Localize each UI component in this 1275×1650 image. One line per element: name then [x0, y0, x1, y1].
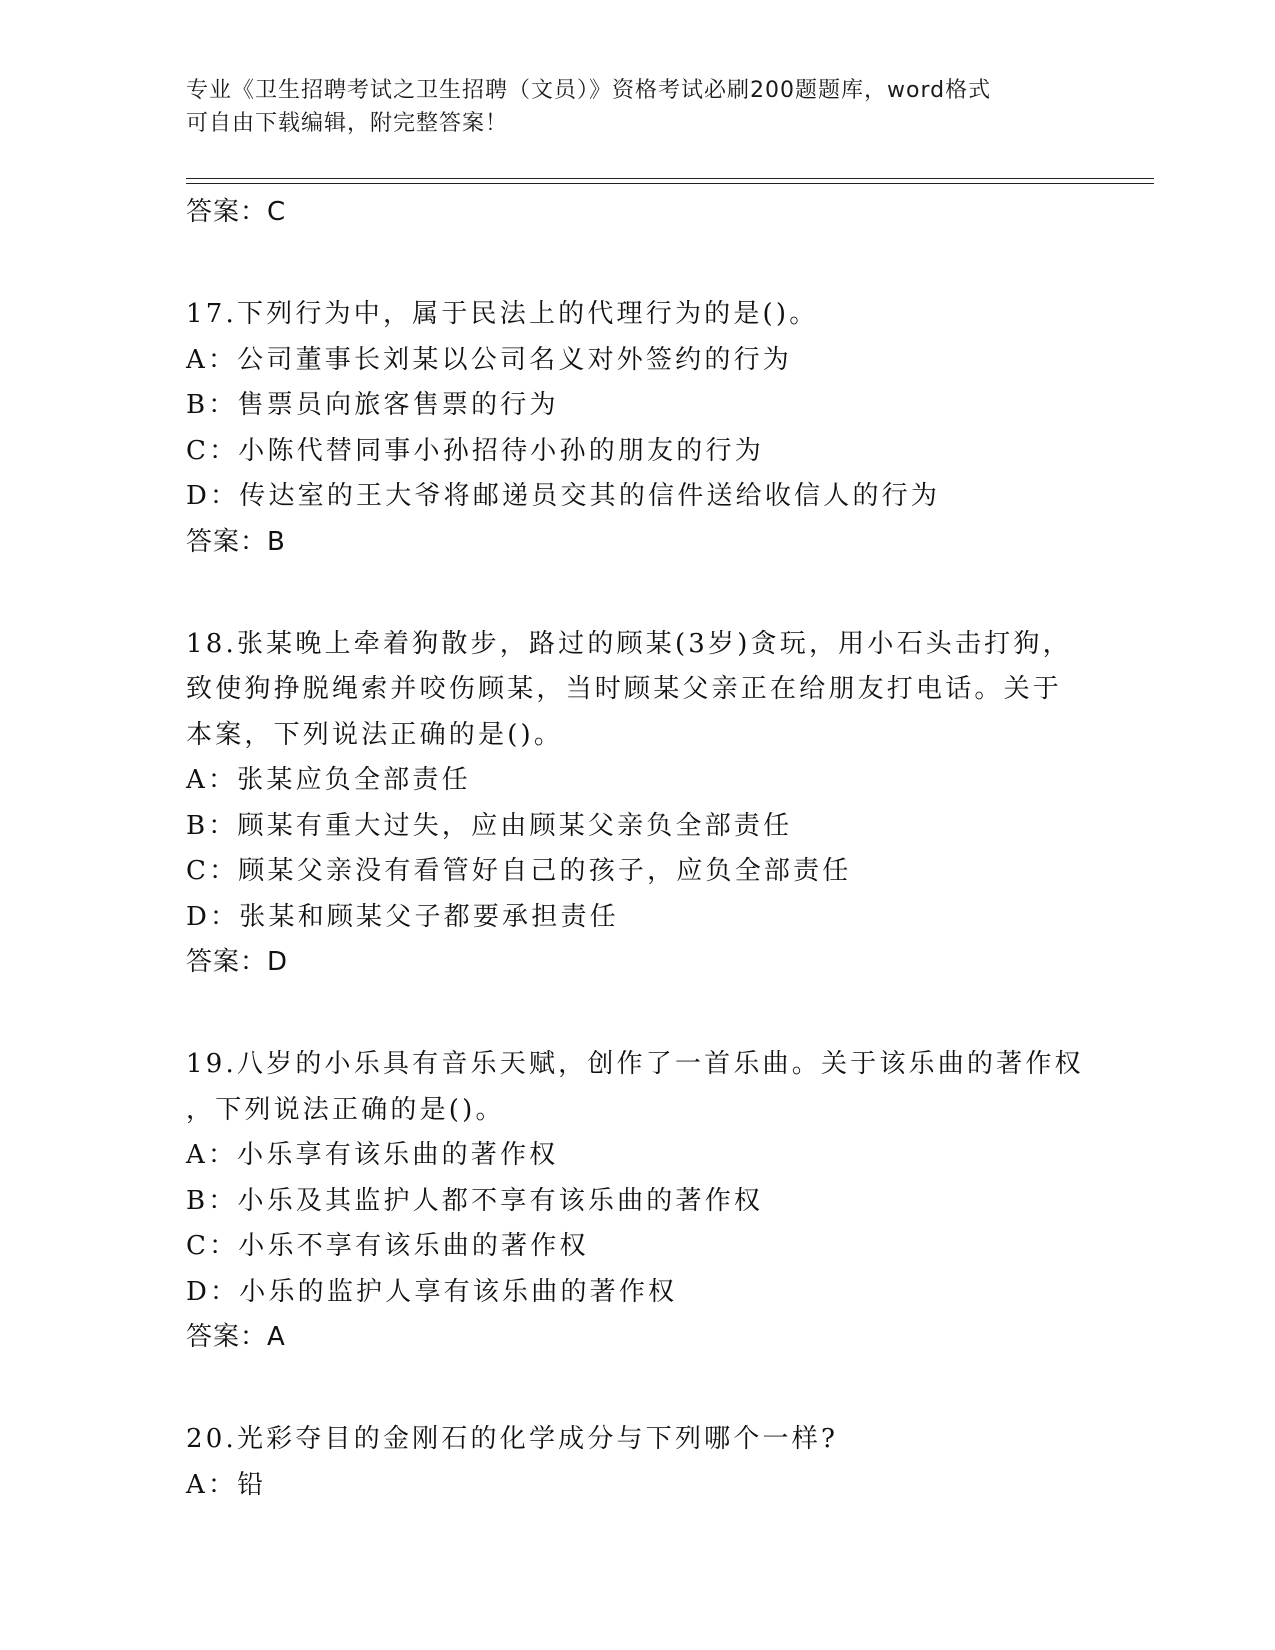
option-a: A：张某应负全部责任: [186, 765, 471, 795]
question-line: 20.光彩夺目的金刚石的化学成分与下列哪个一样?: [186, 1424, 839, 1454]
header-line-1: 专业《卫生招聘考试之卫生招聘（文员）》资格考试必刷200题题库，word格式: [186, 78, 992, 103]
option-a: A：小乐享有该乐曲的著作权: [186, 1140, 559, 1170]
option-b: B：小乐及其监护人都不享有该乐曲的著作权: [186, 1185, 764, 1216]
header-line-2: 可自由下载编辑，附完整答案！: [186, 111, 509, 136]
question-line: 19.八岁的小乐具有音乐天赋，创作了一首乐曲。关于该乐曲的著作权: [186, 1049, 1084, 1079]
header-rule-bottom: [186, 183, 1154, 184]
option-b: B：顾某有重大过失，应由顾某父亲负全部责任: [186, 810, 793, 841]
document-header: [186, 74, 1086, 140]
question-block-17: [186, 292, 1086, 565]
answer-line: 答案：B: [186, 526, 286, 557]
option-d: D：小乐的监护人享有该乐曲的著作权: [186, 1276, 678, 1307]
question-line: ，下列说法正确的是()。: [186, 1094, 505, 1125]
question-block-20: [186, 1417, 1086, 1508]
option-c: C：小陈代替同事小孙招待小孙的朋友的行为: [186, 435, 764, 466]
question-list: [186, 190, 1086, 1508]
question-line: 17.下列行为中，属于民法上的代理行为的是()。: [186, 299, 819, 329]
question-line: 18.张某晚上牵着狗散步，路过的顾某(3岁)贪玩，用小石头击打狗，: [186, 628, 1072, 659]
option-d: D：张某和顾某父子都要承担责任: [186, 901, 619, 932]
answer-line: 答案：C: [186, 197, 287, 227]
question-line: 本案，下列说法正确的是()。: [186, 719, 564, 750]
option-a: A：铅: [186, 1469, 267, 1500]
question-text: [186, 622, 1086, 759]
question-block-18: [186, 622, 1086, 986]
question-text: [186, 1042, 1086, 1133]
question-text: [186, 1417, 1086, 1463]
option-c: C：小乐不享有该乐曲的著作权: [186, 1231, 589, 1261]
option-a: A：公司董事长刘某以公司名义对外签约的行为: [186, 344, 792, 375]
answer-line: 答案：D: [186, 947, 289, 977]
question-text: [186, 292, 1086, 338]
header-rule-top: [186, 178, 1154, 179]
option-d: D：传达室的王大爷将邮递员交其的信件送给收信人的行为: [186, 481, 941, 511]
question-block-19: [186, 1042, 1086, 1360]
question-line: 致使狗挣脱绳索并咬伤顾某，当时顾某父亲正在给朋友打电话。关于: [186, 674, 1063, 704]
answer-line: 答案：A: [186, 1322, 286, 1352]
option-b: B：售票员向旅客售票的行为: [186, 390, 559, 420]
option-c: C：顾某父亲没有看管好自己的孩子，应负全部责任: [186, 856, 852, 886]
